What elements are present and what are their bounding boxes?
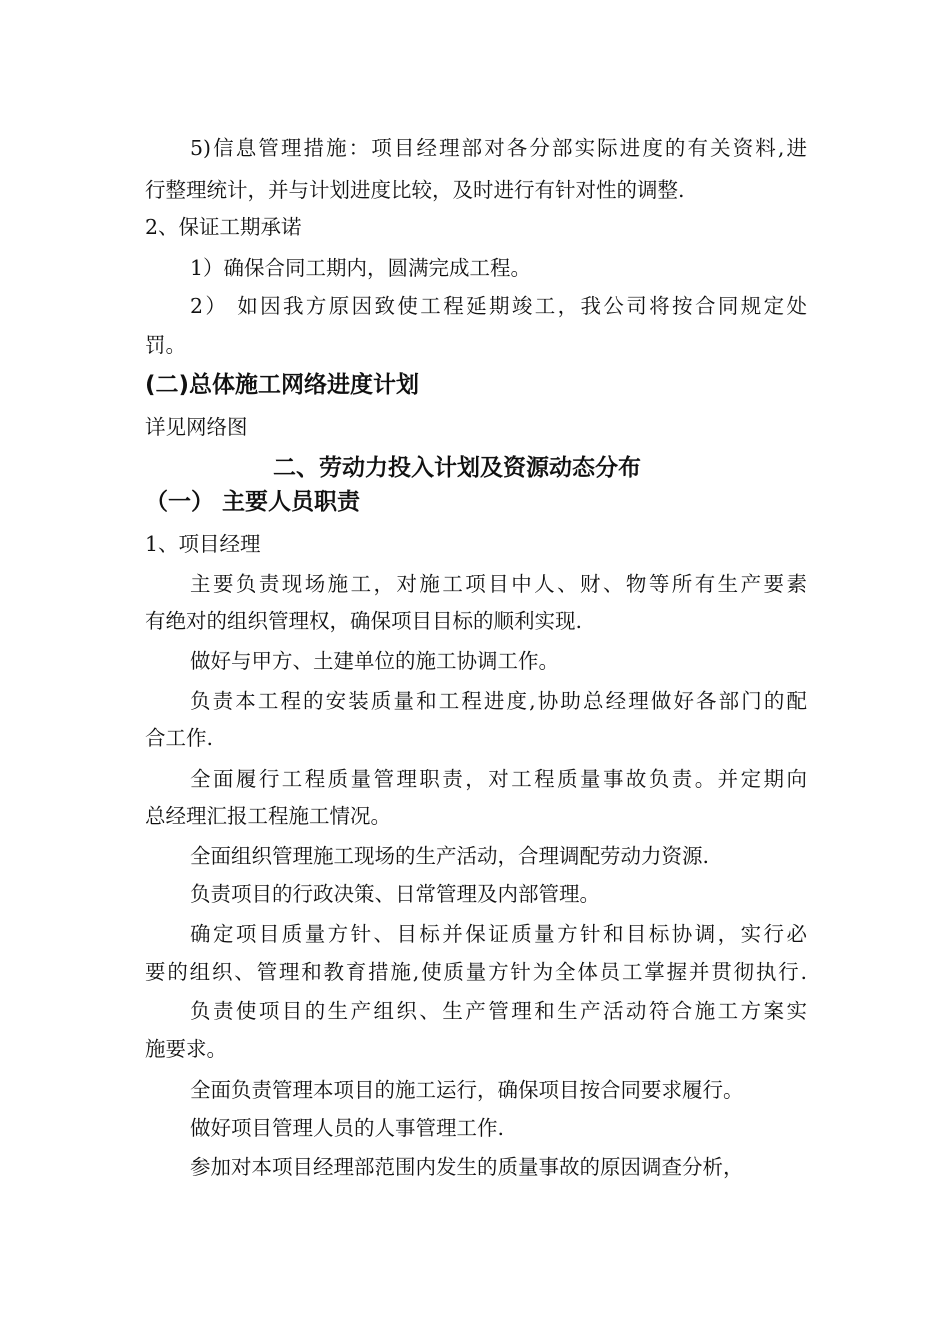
duty-11: 参加对本项目经理部范围内发生的质量事故的原因调查分析， (190, 1155, 744, 1179)
heading-labor-plan: 二、劳动力投入计划及资源动态分布 (273, 455, 641, 481)
duty-10: 做好项目管理人员的人事管理工作. (190, 1116, 505, 1140)
duty-3-line2: 合工作. (145, 726, 214, 750)
commitment-item-2-line1: 2） 如因我方原因致使工程延期竣工，我公司将按合同规定处 (190, 294, 807, 318)
duty-1-line2: 有绝对的组织管理权，确保项目目标的顺利实现. (145, 609, 583, 633)
duty-7-line2: 要的组织、管理和教育措施,使质量方针为全体员工掌握并贯彻执行. (145, 960, 807, 984)
duty-6: 负责项目的行政决策、日常管理及内部管理。 (190, 882, 600, 906)
duty-5: 全面组织管理施工现场的生产活动，合理调配劳动力资源. (190, 844, 710, 868)
duty-7-line1: 确定项目质量方针、目标并保证质量方针和目标协调，实行必 (190, 922, 807, 946)
duty-3-line1: 负责本工程的安装质量和工程进度,协助总经理做好各部门的配 (190, 689, 807, 713)
section-schedule-commitment: 2、保证工期承诺 (145, 215, 302, 239)
heading-network-schedule: (二)总体施工网络进度计划 (145, 372, 420, 398)
duty-4-line2: 总经理汇报工程施工情况。 (145, 804, 391, 828)
subheading-project-manager: 1、项目经理 (145, 532, 261, 556)
duty-8-line2: 施要求。 (145, 1037, 227, 1061)
duty-8-line1: 负责使项目的生产组织、生产管理和生产活动符合施工方案实 (190, 999, 807, 1023)
duty-9: 全面负责管理本项目的施工运行，确保项目按合同要求履行。 (190, 1078, 744, 1102)
network-diagram-reference: 详见网络图 (145, 415, 248, 439)
duty-1-line1: 主要负责现场施工，对施工项目中人、财、物等所有生产要素 (190, 572, 807, 596)
paragraph-info-management-line1: 5)信息管理措施：项目经理部对各分部实际进度的有关资料,进 (190, 136, 807, 160)
duty-4-line1: 全面履行工程质量管理职责，对工程质量事故负责。并定期向 (190, 767, 807, 791)
commitment-item-1: 1）确保合同工期内，圆满完成工程。 (190, 256, 532, 280)
paragraph-info-management-line2: 行整理统计，并与计划进度比较，及时进行有针对性的调整. (145, 178, 685, 202)
duty-2: 做好与甲方、土建单位的施工协调工作。 (190, 649, 559, 673)
heading-key-personnel: （一） 主要人员职责 (145, 489, 361, 515)
commitment-item-2-line2: 罚。 (145, 333, 186, 357)
